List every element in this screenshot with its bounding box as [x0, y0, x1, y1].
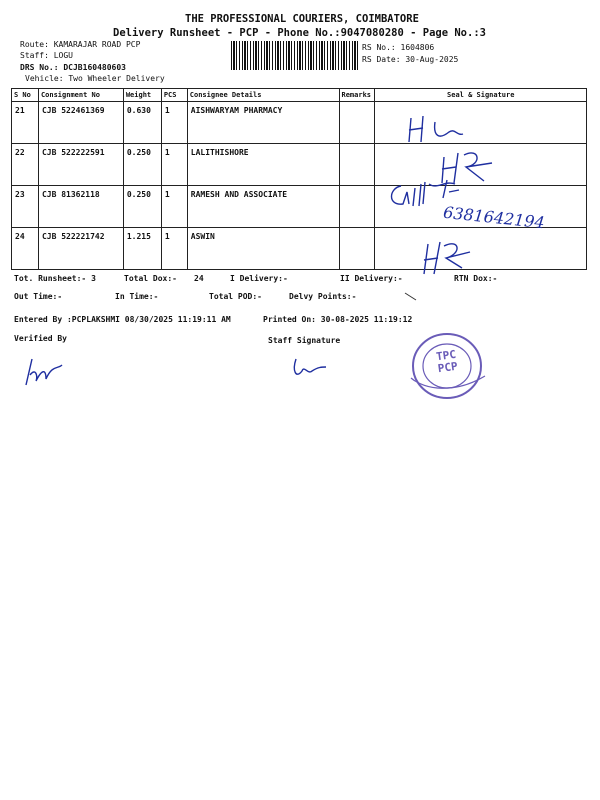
- out-time: Out Time:-: [14, 292, 63, 301]
- cell-sno: 21: [12, 102, 39, 144]
- staff-signature-label: Staff Signature: [268, 336, 341, 345]
- cell-weight: 1.215: [123, 228, 161, 270]
- i-delivery: I Delivery:-: [230, 274, 288, 283]
- cell-sno: 22: [12, 144, 39, 186]
- tot-runsheet: Tot. Runsheet:- 3: [14, 274, 96, 283]
- cell-consignment: CJB 522221742: [38, 228, 123, 270]
- stamp-text: TPC PCP: [435, 347, 459, 376]
- verified-signature: [22, 355, 67, 390]
- cell-remarks: [339, 102, 375, 144]
- cell-sno: 23: [12, 186, 39, 228]
- runsheet-subtitle: Delivery Runsheet - PCP - Phone No.:9047080280 - Page No.:3: [113, 27, 486, 39]
- ii-delivery: II Delivery:-: [340, 274, 403, 283]
- cell-pcs: 1: [161, 102, 187, 144]
- route-label: Route: KAMARAJAR ROAD PCP: [20, 40, 141, 49]
- cell-consignee: ASWIN: [187, 228, 339, 270]
- table-row: [12, 102, 587, 144]
- drs-value: DCJB160480603: [63, 63, 126, 72]
- rtn-dox: RTN Dox:-: [454, 274, 498, 283]
- cell-pcs: 1: [161, 186, 187, 228]
- drs-number: [20, 63, 126, 72]
- cell-pcs: 1: [161, 144, 187, 186]
- cell-remarks: [339, 228, 375, 270]
- staff-signature: [290, 355, 330, 383]
- drs-label: DRS No.:: [20, 63, 59, 72]
- col-header-pcs: PCS: [161, 89, 187, 102]
- cell-consignment: CJB 81362118: [38, 186, 123, 228]
- table-header-row: [12, 89, 587, 102]
- company-title: THE PROFESSIONAL COURIERS, COIMBATORE: [185, 13, 419, 25]
- entered-by: Entered By :PCPLAKSHMI 08/30/2025 11:19:11 AM: [14, 315, 231, 324]
- signature-row-24: [420, 238, 480, 278]
- cell-consignee: LALITHISHORE: [187, 144, 339, 186]
- cell-weight: 0.250: [123, 144, 161, 186]
- total-pod: Total POD:-: [209, 292, 262, 301]
- cell-signature: [375, 228, 587, 270]
- cell-remarks: [339, 144, 375, 186]
- cell-consignee: AISHWARYAM PHARMACY: [187, 102, 339, 144]
- col-header-consignee: Consignee Details: [187, 89, 339, 102]
- barcode: [231, 41, 358, 70]
- cell-consignment: CJB 522461369: [38, 102, 123, 144]
- cell-sno: 24: [12, 228, 39, 270]
- handwritten-phone: 6381642194: [442, 202, 546, 233]
- cell-consignment: CJB 522222591: [38, 144, 123, 186]
- total-dox-value: 24: [194, 274, 204, 283]
- cell-weight: 0.630: [123, 102, 161, 144]
- col-header-weight: Weight: [123, 89, 161, 102]
- cell-consignee: RAMESH AND ASSOCIATE: [187, 186, 339, 228]
- verified-by-label: Verified By: [14, 334, 67, 343]
- col-header-seal: Seal & Signature: [375, 89, 587, 102]
- printed-on: Printed On: 30-08-2025 11:19:12: [263, 315, 413, 324]
- vehicle-label: Vehicle: Two Wheeler Delivery: [25, 74, 165, 83]
- total-dox-label: Total Dox:-: [124, 274, 177, 283]
- in-time: In Time:-: [115, 292, 159, 301]
- cell-weight: 0.250: [123, 186, 161, 228]
- rs-number: RS No.: 1604806: [362, 43, 435, 52]
- signature-row-21: [405, 112, 465, 147]
- table-row: [12, 228, 587, 270]
- col-header-sno: S No: [12, 89, 39, 102]
- col-header-remarks: Remarks: [339, 89, 375, 102]
- staff-label: Staff: LOGU: [20, 51, 73, 60]
- cell-pcs: 1: [161, 228, 187, 270]
- col-header-consignment: Consignment No: [38, 89, 123, 102]
- rs-date: RS Date: 30-Aug-2025: [362, 55, 459, 64]
- pen-mark: [404, 292, 418, 302]
- delivery-points: Delvy Points:-: [289, 292, 357, 301]
- cell-remarks: [339, 186, 375, 228]
